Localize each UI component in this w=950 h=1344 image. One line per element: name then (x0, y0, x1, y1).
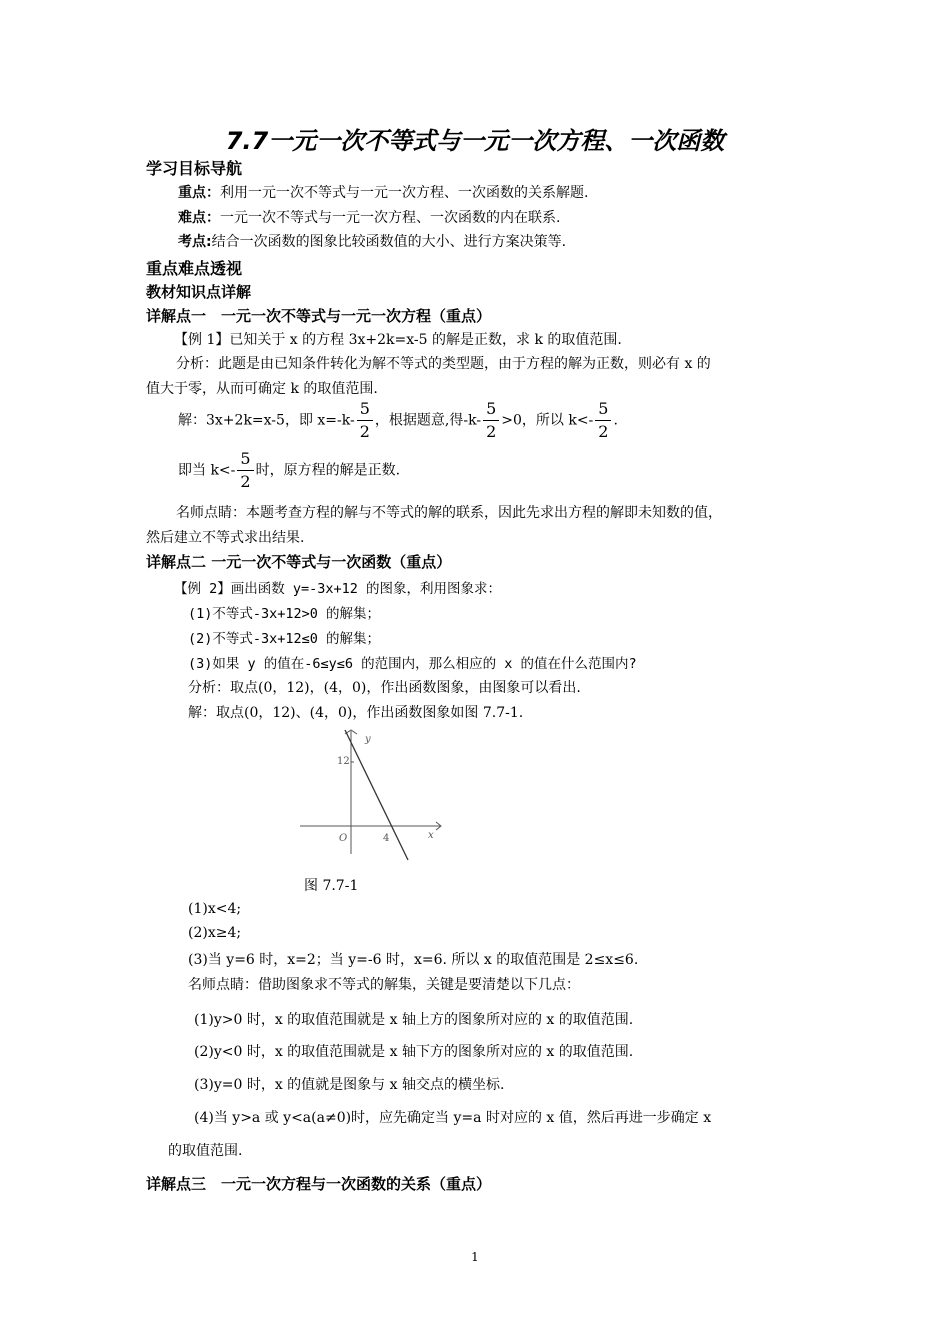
tip-item-2: (2)y<0 时，x 的取值范围就是 x 轴下方的图象所对应的 x 的取值范围. (194, 1044, 634, 1060)
answer1: (1)x<4; (188, 901, 242, 917)
fraction (357, 401, 373, 440)
point1-heading: 详解点一 一元一次不等式与一元一次方程（重点） (146, 307, 492, 325)
goal-text: 结合一次函数的图象比较函数值的大小、进行方案决策等. (211, 234, 567, 250)
goal-label: 重点： (178, 185, 220, 201)
example1-text: 【例 1】已知关于 x 的方程 3x+2k=x-5 的解是正数，求 k 的取值范围. (174, 332, 622, 348)
solution-text: >0，所以 k<- (501, 412, 594, 429)
example1-tip-line1: 名师点睛：本题考查方程的解与不等式的解的联系，因此先求出方程的解即未知数的值， (176, 505, 722, 521)
fraction (237, 451, 253, 490)
example1-analysis-line2: 值大于零，从而可确定 k 的取值范围. (146, 381, 378, 397)
point3-heading: 详解点三 一元一次方程与一次函数的关系（重点） (146, 1175, 492, 1193)
goal-text: 一元一次不等式与一元一次方程、一次函数的内在联系. (220, 210, 561, 226)
goal-text: 利用一元一次不等式与一元一次方程、一次函数的关系解题. (220, 185, 589, 201)
example1-solution (178, 401, 618, 440)
example1-tip-line2: 然后建立不等式求出结果. (146, 530, 305, 546)
section-focus: 重点难点透视 (146, 259, 243, 278)
conclusion-text: 即当 k<- (178, 462, 236, 479)
section-learning-goals: 学习目标导航 (146, 159, 243, 178)
goal-label: 难点： (178, 210, 220, 226)
tip-item-4-continued: 的取值范围. (168, 1143, 243, 1159)
example2-text: 【例 2】画出函数 y=-3x+12 的图象，利用图象求： (174, 581, 502, 597)
solution-text: 解：3x+2k=x-5，即 x=-k- (178, 412, 355, 429)
x-axis-label: x (428, 830, 434, 841)
solution-text: . (613, 412, 618, 429)
point2-heading: 详解点二 一元一次不等式与一次函数（重点） (146, 553, 452, 571)
figure-caption: 图 7.7-1 (304, 878, 359, 894)
example2-question2: (2)不等式-3x+12≤0 的解集； (188, 631, 381, 647)
fraction-numerator: 5 (237, 451, 253, 471)
fraction-denominator: 2 (240, 472, 251, 491)
fraction-numerator: 5 (595, 401, 611, 421)
example1-conclusion (178, 451, 400, 490)
answer2: (2)x≥4; (188, 925, 242, 941)
tip-item-3: (3)y=0 时，x 的值就是图象与 x 轴交点的横坐标. (194, 1077, 505, 1093)
goal-exam-point (178, 231, 566, 251)
y-tick-label: 12 (337, 756, 350, 767)
tip-item-1: (1)y>0 时，x 的取值范围就是 x 轴上方的图象所对应的 x 的取值范围. (194, 1012, 634, 1028)
fraction-denominator: 2 (359, 422, 370, 441)
solution-text: ，根据题意,得-k- (374, 412, 482, 429)
fraction-denominator: 2 (486, 422, 497, 441)
goal-difficulty (178, 207, 560, 227)
fraction-numerator: 5 (357, 401, 373, 421)
origin-label: O (339, 833, 348, 844)
example2-solution: 解：取点(0，12)、(4，0)，作出函数图象如图 7.7-1. (188, 705, 524, 721)
function-line (345, 730, 408, 860)
function-graph (295, 726, 450, 866)
fraction (483, 401, 499, 440)
goal-key-point (178, 182, 588, 202)
goal-label: 考点: (178, 234, 212, 250)
example1-analysis-line1: 分析：此题是由已知条件转化为解不等式的类型题，由于方程的解为正数，则必有 x 的 (176, 356, 711, 372)
fraction-numerator: 5 (483, 401, 499, 421)
y-axis-label: y (365, 734, 371, 745)
example2-question3: (3)如果 y 的值在-6≤y≤6 的范围内，那么相应的 x 的值在什么范围内? (188, 656, 637, 672)
section-textbook: 教材知识点详解 (146, 283, 252, 301)
example2-analysis: 分析：取点(0，12)，(4，0)，作出函数图象，由图象可以看出. (188, 680, 581, 696)
example2-question1: (1)不等式-3x+12>0 的解集； (188, 606, 381, 622)
conclusion-text: 时，原方程的解是正数. (255, 462, 401, 479)
fraction (595, 401, 611, 440)
answer3: (3)当 y=6 时，x=2；当 y=-6 时，x=6. 所以 x 的取值范围是 2≤x≤6. (188, 952, 639, 968)
fraction-denominator: 2 (598, 422, 609, 441)
page-title: 7.7一元一次不等式与一元一次方程、一次函数 (225, 127, 725, 155)
x-tick-label: 4 (383, 833, 390, 844)
page-number: 1 (471, 1250, 479, 1264)
tip-item-4: (4)当 y>a 或 y<a(a≠0)时，应先确定当 y=a 时对应的 x 值，然后再进一步确定 x (194, 1110, 712, 1126)
example2-tip: 名师点睛：借助图象求不等式的解集，关键是要清楚以下几点： (188, 977, 580, 993)
